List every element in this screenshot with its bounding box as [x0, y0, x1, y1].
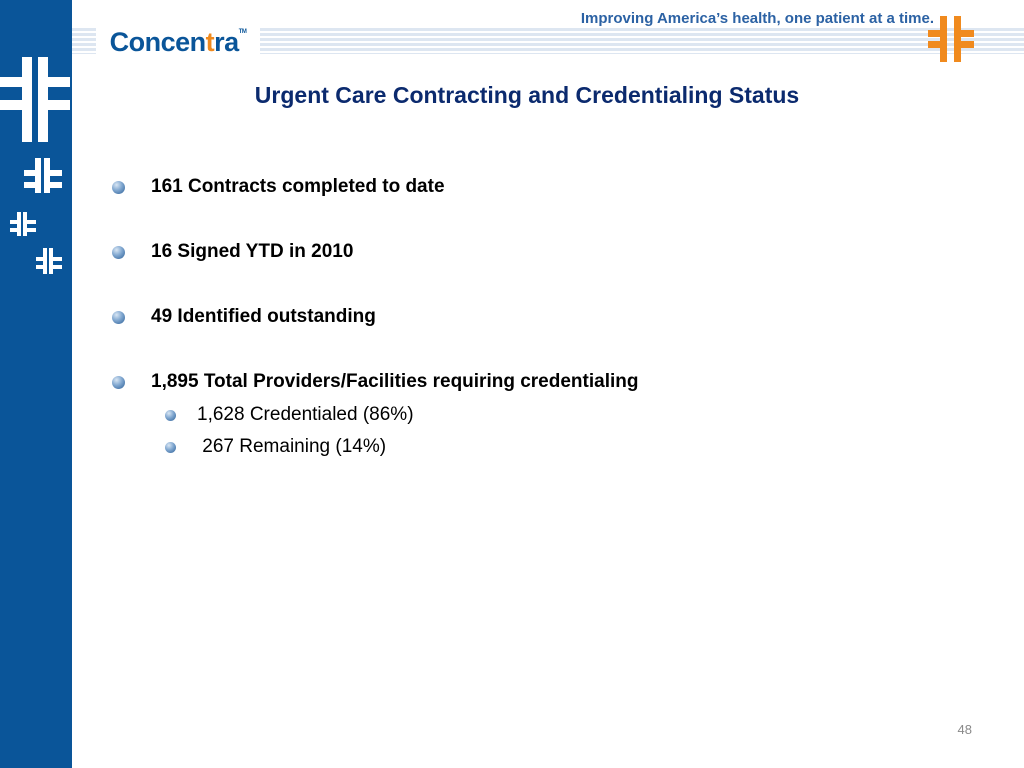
logo-wordmark	[109, 26, 247, 57]
list-item	[112, 173, 972, 201]
sphere-bullet-icon	[165, 442, 176, 453]
sub-bullet-text: 267 Remaining (14%)	[197, 436, 387, 457]
cross-pattern-icon	[0, 0, 72, 300]
sub-list-item	[165, 433, 972, 461]
bullet-text: 49 Identified outstanding	[151, 306, 376, 327]
list-item	[112, 303, 972, 331]
sphere-bullet-icon	[112, 376, 125, 389]
left-sidebar-band	[0, 0, 72, 768]
sub-list-item	[165, 401, 972, 429]
logo-trademark: TM	[238, 28, 247, 35]
sphere-bullet-icon	[112, 246, 125, 259]
sub-bullet-text: 1,628 Credentialed (86%)	[197, 404, 414, 425]
logo-prefix: Concen	[109, 26, 206, 57]
orange-cross-icon	[928, 16, 974, 62]
logo-accent-letter: t	[205, 26, 215, 57]
list-item	[112, 368, 972, 396]
header-tagline: Improving America’s health, one patient at a time.	[580, 10, 934, 27]
sphere-bullet-icon	[112, 181, 125, 194]
sphere-bullet-icon	[112, 311, 125, 324]
concentra-logo	[96, 26, 260, 58]
bullet-list	[112, 173, 972, 465]
slide-title: Urgent Care Contracting and Credentialing Status	[254, 82, 800, 108]
sphere-bullet-icon	[165, 410, 176, 421]
bullet-text: 1,895 Total Providers/Facilities requiring credentialing	[151, 371, 639, 392]
bullet-text: 16 Signed YTD in 2010	[151, 241, 354, 262]
page-number: 48	[957, 722, 972, 737]
bullet-text: 161 Contracts completed to date	[151, 176, 445, 197]
logo-suffix: ra	[214, 26, 239, 57]
list-item	[112, 238, 972, 266]
